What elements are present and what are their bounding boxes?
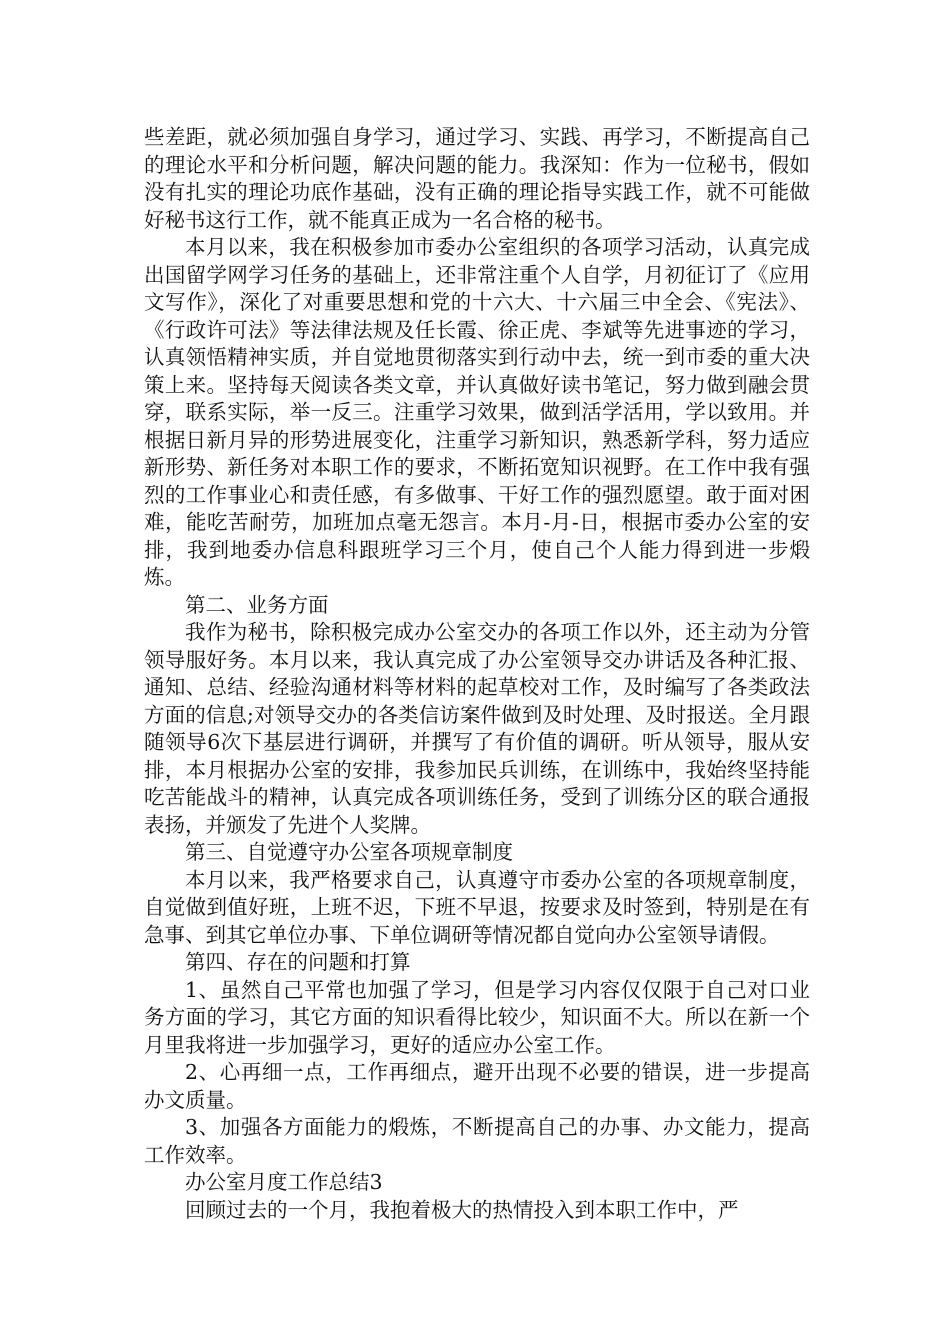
list-item-problem-3: 3、加强各方面能力的煅炼，不断提高自己的办事、办文能力，提高工作效率。 bbox=[144, 1115, 810, 1167]
document-body bbox=[144, 124, 810, 1224]
section-heading-problems: 第四、存在的问题和打算 bbox=[185, 950, 411, 974]
section-heading-business: 第二、业务方面 bbox=[185, 592, 329, 617]
paragraph-rules: 本月以来，我严格要求自己，认真遵守市委办公室的各项规章制度，自觉做到值好班，上班不迟，下班不早退，按要求及时签到，特别是在有急事、到其它单位办事、下单位调研等情况都自觉向办公室领导请假。 bbox=[144, 867, 810, 947]
section-heading-rules: 第三、自觉遵守办公室各项规章制度 bbox=[185, 840, 513, 864]
paragraph-continuation: 些差距，就必须加强自身学习，通过学习、实践、再学习，不断提高自己的理论水平和分析问题，解决问题的能力。我深知：作为一位秘书，假如没有扎实的理论功底作基础，没有正确的理论指导实践工作，就不可能做好秘书这行工作，就不能真正成为一名合格的秘书。 bbox=[144, 125, 810, 232]
list-item-problem-1: 1、虽然自己平常也加强了学习，但是学习内容仅仅限于自己对口业务方面的学习，其它方面的知识看得比较少，知识面不大。所以在新一个月里我将进一步加强学习，更好的适应办公室工作。 bbox=[144, 977, 810, 1057]
section-title-summary-3: 办公室月度工作总结3 bbox=[185, 1170, 383, 1194]
paragraph-study: 本月以来，我在积极参加市委办公室组织的各项学习活动，认真完成出国留学网学习任务的基础上，还非常注重个人自学，月初征订了《应用文写作》，深化了对重要思想和党的十六大、十六届三中全会、《宪法》、《行政许可法》等法律法规及任长霞、徐正虎、李斌等先进事迹的学习，认真领悟精神实质，并自觉地贯彻落实到行动中去，统一到市委的重大决策上来。坚持每天阅读各类文章，并认真做好读书笔记，努力做到融会贯穿，联系实际，举一反三。注重学习效果，做到活学活用，学以致用。并根据日新月异的形势进展变化，注重学习新知识，熟悉新学科，努力适应新形势、新任务对本职工作的要求，不断拓宽知识视野。在工作中我有强烈的工作事业心和责任感，有多做事、干好工作的强烈愿望。敢于面对困难，能吃苦耐劳，加班加点毫无怨言。本月-月-日，根据市委办公室的安排，我到地委办信息科跟班学习三个月，使自己个人能力得到进一步煅炼。 bbox=[144, 235, 810, 589]
paragraph-review: 回顾过去的一个月，我抱着极大的热情投入到本职工作中，严 bbox=[185, 1197, 739, 1222]
paragraph-business: 我作为秘书，除积极完成办公室交办的各项工作以外，还主动为分管领导服好务。本月以来，我认真完成了办公室领导交办讲话及各种汇报、通知、总结、经验沟通材料等材料的起草校对工作，及时编写了各类政法方面的信息;对领导交办的各类信访案件做到及时处理、及时报送。全月跟随领导6次下基层进行调研，并撰写了有价值的调研。听从领导，服从安排，本月根据办公室的安排，我参加民兵训练，在训练中，我始终坚持能吃苦能战斗的精神，认真完成各项训练任务，受到了训练分区的联合通报表扬，并颁发了先进个人奖牌。 bbox=[144, 620, 810, 837]
list-item-problem-2: 2、心再细一点，工作再细点，避开出现不必要的错误，进一步提高办文质量。 bbox=[144, 1060, 810, 1112]
